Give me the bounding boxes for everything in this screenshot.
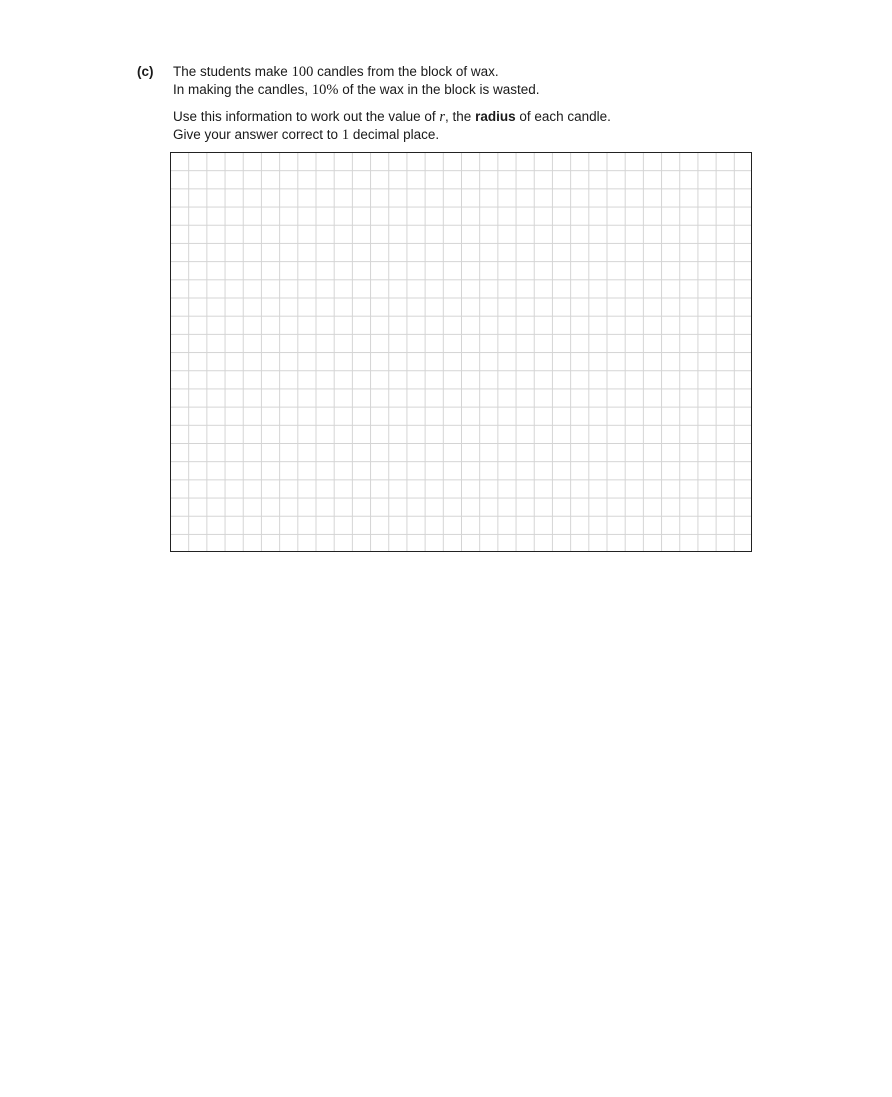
- question-text: [173, 63, 773, 144]
- working-grid[interactable]: [170, 152, 752, 552]
- line2-text-a: In making the candles,: [173, 82, 312, 97]
- part-label: (c): [137, 64, 154, 79]
- question-line-2: [173, 81, 773, 99]
- question-line-4: [173, 126, 773, 144]
- line2-text-b: of the wax in the block is wasted.: [338, 82, 540, 97]
- line4-text-b: decimal place.: [349, 127, 440, 142]
- question-line-1: [173, 63, 773, 81]
- line3-text-a: Use this information to work out the value of: [173, 109, 440, 124]
- line3-text-c: of each candle.: [515, 109, 611, 124]
- line1-text-b: candles from the block of wax.: [313, 64, 499, 79]
- radius-variable: r: [439, 109, 446, 125]
- waste-percent: 10%: [311, 82, 339, 98]
- question-line-3: [173, 108, 773, 126]
- decimal-places: 1: [341, 127, 350, 143]
- line3-text-b: , the: [445, 109, 476, 124]
- candle-count: 100: [291, 64, 314, 80]
- line1-text-a: The students make: [173, 64, 292, 79]
- line4-text-a: Give your answer correct to: [173, 127, 342, 142]
- radius-bold-word: radius: [475, 109, 516, 124]
